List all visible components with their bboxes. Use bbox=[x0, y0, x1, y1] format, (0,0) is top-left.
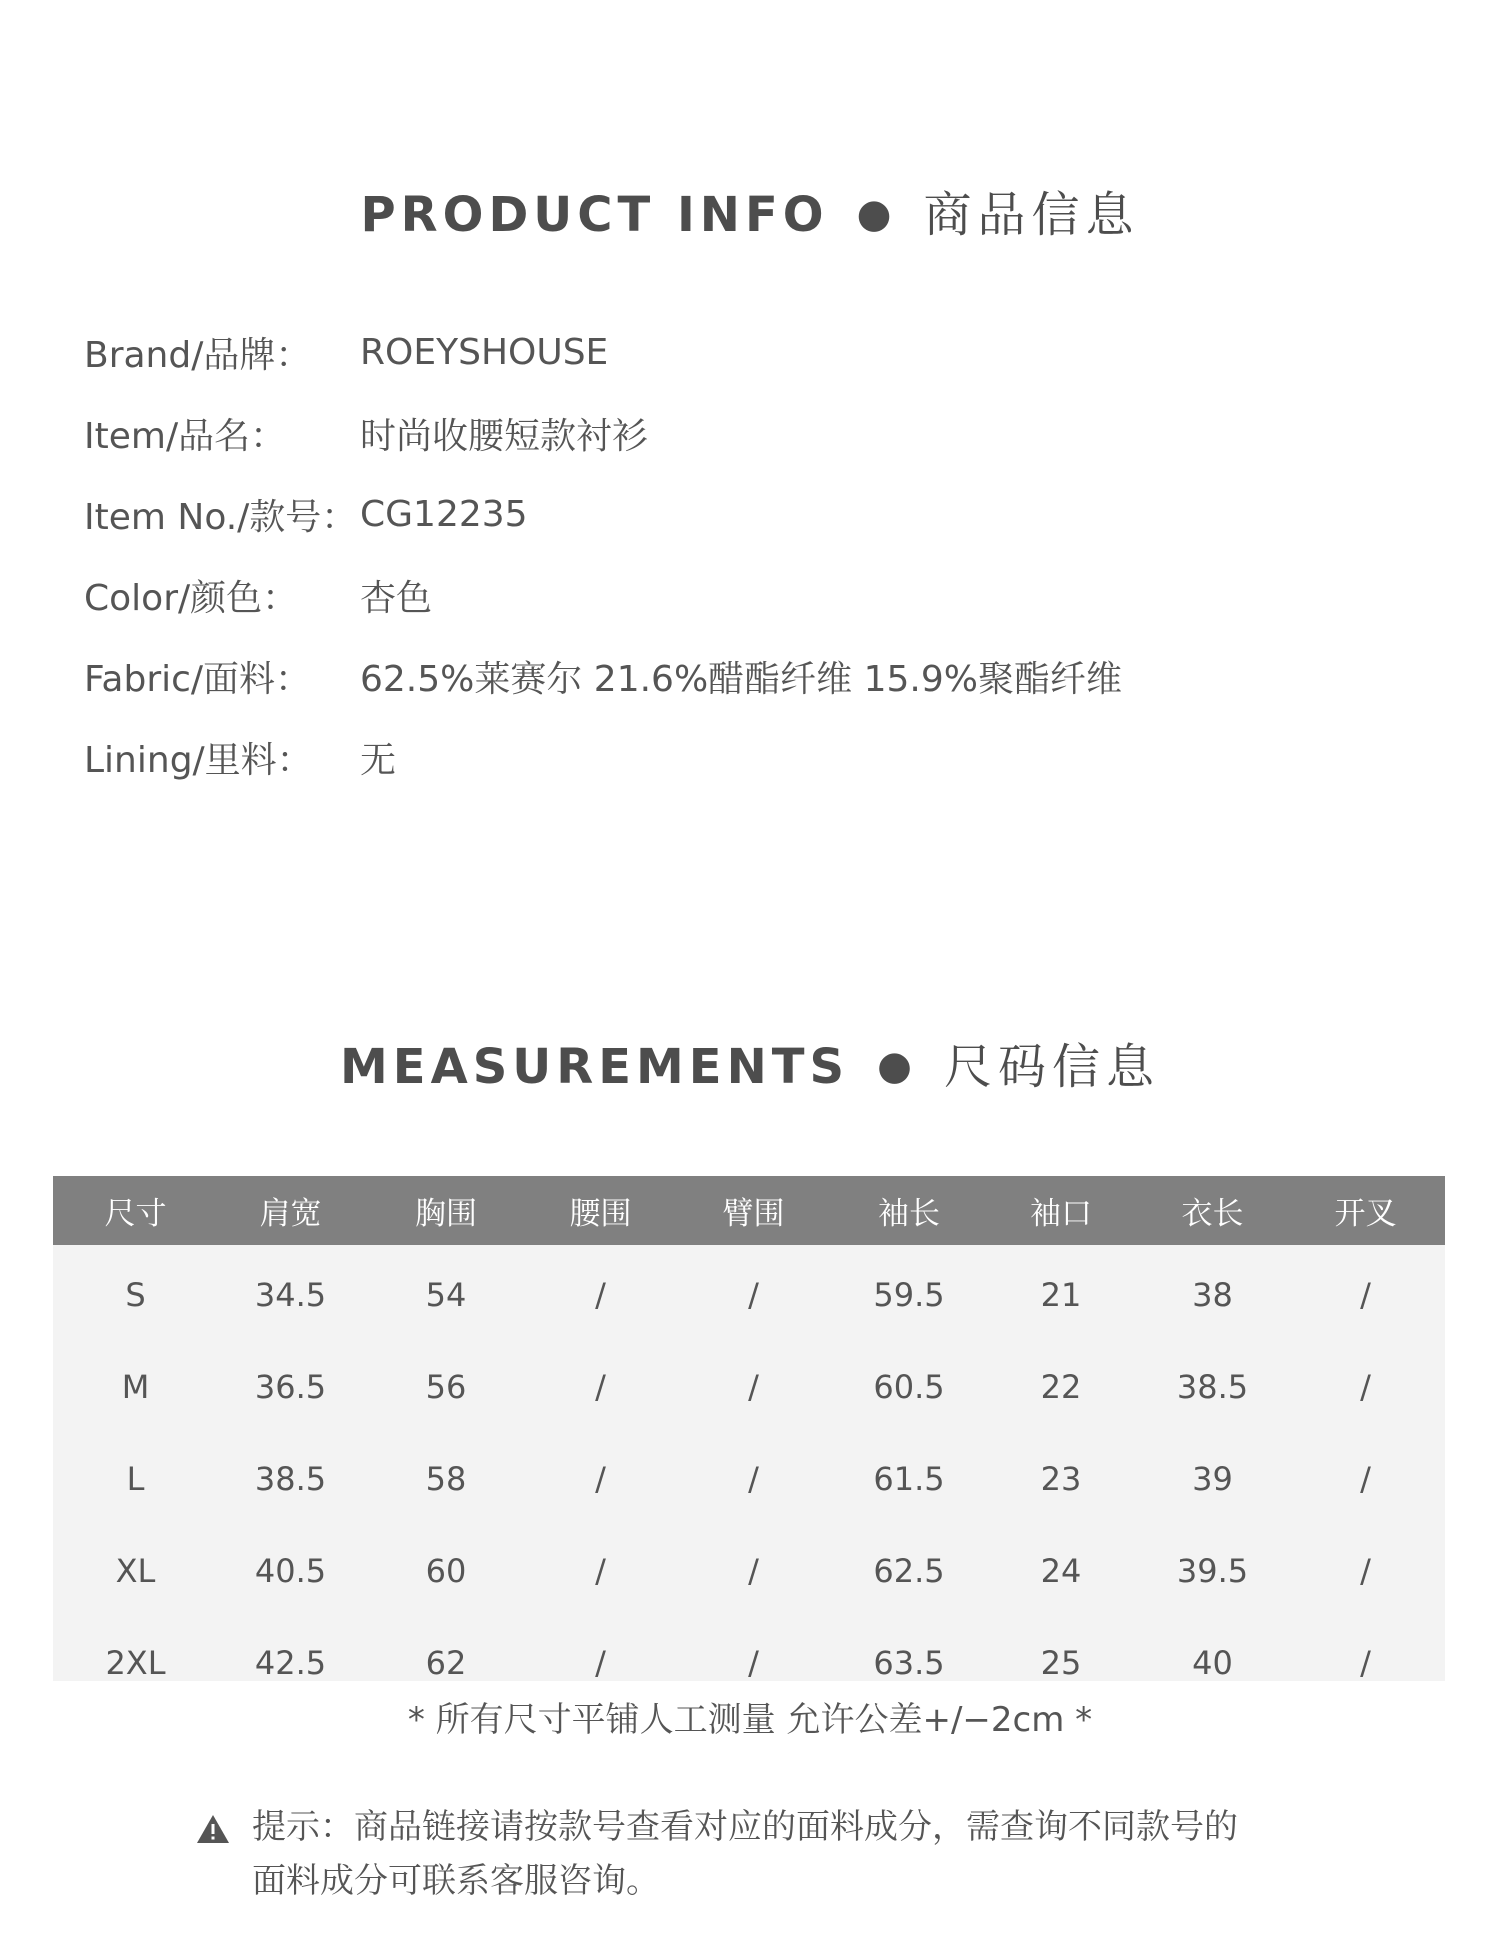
size-table-body bbox=[53, 1245, 1445, 1681]
table-cell: 24 bbox=[1040, 1552, 1082, 1590]
info-value: 时尚收腰短款衬衫 bbox=[360, 416, 649, 457]
table-cell: / bbox=[1360, 1276, 1371, 1314]
table-cell: 2XL bbox=[105, 1644, 166, 1682]
table-cell: 36.5 bbox=[254, 1368, 327, 1406]
measurements-title-en: MEASUREMENTS bbox=[340, 1039, 850, 1095]
info-value: CG12235 bbox=[360, 494, 528, 535]
table-cell: 61.5 bbox=[873, 1460, 945, 1498]
table-cell: / bbox=[1360, 1460, 1371, 1498]
info-row-lining bbox=[84, 717, 1122, 798]
header-cell: 袖长 bbox=[878, 1196, 940, 1232]
info-value: 无 bbox=[360, 740, 397, 781]
table-cell: L bbox=[126, 1460, 145, 1498]
info-row-item-no bbox=[84, 474, 1122, 555]
table-cell: 38.5 bbox=[254, 1460, 327, 1498]
table-cell: / bbox=[595, 1460, 606, 1498]
table-cell: 40.5 bbox=[254, 1552, 327, 1590]
info-row-item bbox=[84, 393, 1122, 474]
table-cell: 34.5 bbox=[254, 1276, 327, 1314]
table-cell: XL bbox=[115, 1552, 156, 1590]
product-info-list bbox=[84, 312, 1122, 798]
table-cell: / bbox=[748, 1276, 759, 1314]
product-info-title-en: PRODUCT INFO bbox=[360, 187, 829, 243]
table-cell: / bbox=[748, 1644, 759, 1682]
info-value: ROEYSHOUSE bbox=[360, 332, 609, 373]
table-cell: 42.5 bbox=[254, 1644, 327, 1682]
table-cell: / bbox=[1360, 1368, 1371, 1406]
table-cell: 25 bbox=[1040, 1644, 1082, 1682]
header-cell: 尺寸 bbox=[104, 1196, 167, 1232]
header-cell: 衣长 bbox=[1181, 1196, 1244, 1232]
table-cell: / bbox=[595, 1552, 606, 1590]
header-cell: 肩宽 bbox=[259, 1196, 322, 1232]
header-cell: 臂围 bbox=[722, 1196, 785, 1232]
table-cell: / bbox=[748, 1460, 759, 1498]
table-cell: 39.5 bbox=[1176, 1552, 1249, 1590]
table-cell: 62 bbox=[425, 1644, 467, 1682]
table-cell: M bbox=[121, 1368, 150, 1406]
header-cell: 开叉 bbox=[1334, 1196, 1397, 1232]
measurements-title bbox=[0, 1028, 1500, 1097]
table-cell: / bbox=[1360, 1644, 1371, 1682]
table-cell: S bbox=[125, 1276, 146, 1314]
tip-line-2: 面料成分可联系客服咨询。 bbox=[252, 1861, 660, 1901]
header-cell: 腰围 bbox=[569, 1196, 632, 1232]
info-row-color bbox=[84, 555, 1122, 636]
size-table bbox=[53, 1176, 1445, 1681]
table-row bbox=[53, 1433, 1445, 1525]
table-cell: 59.5 bbox=[873, 1276, 945, 1314]
table-cell: 39 bbox=[1192, 1460, 1233, 1498]
info-label: Color/颜色： bbox=[84, 578, 299, 619]
table-row bbox=[53, 1525, 1445, 1617]
table-row bbox=[53, 1341, 1445, 1433]
header-cell: 袖口 bbox=[1030, 1196, 1092, 1232]
info-value: 杏色 bbox=[360, 578, 433, 619]
table-cell: 38 bbox=[1192, 1276, 1233, 1314]
warning-icon bbox=[196, 1814, 230, 1844]
table-cell: 21 bbox=[1040, 1276, 1082, 1314]
info-label: Item/品名： bbox=[84, 416, 287, 457]
info-value: 62.5%莱赛尔 21.6%醋酯纤维 15.9%聚酯纤维 bbox=[360, 659, 1122, 700]
info-label: Brand/品牌： bbox=[84, 335, 312, 376]
info-label: Lining/里料： bbox=[84, 740, 313, 781]
table-cell: / bbox=[1360, 1552, 1371, 1590]
table-cell: 63.5 bbox=[873, 1644, 945, 1682]
info-row-brand bbox=[84, 312, 1122, 393]
tip-line-1: 提示：商品链接请按款号查看对应的面料成分，需查询不同款号的 bbox=[252, 1807, 1238, 1847]
table-cell: 62.5 bbox=[873, 1552, 945, 1590]
table-cell: 58 bbox=[425, 1460, 467, 1498]
table-cell: / bbox=[595, 1644, 606, 1682]
title-dot: ● bbox=[856, 191, 896, 237]
table-cell: / bbox=[595, 1368, 606, 1406]
product-info-title bbox=[0, 176, 1500, 245]
table-cell: / bbox=[748, 1368, 759, 1406]
table-cell: 40 bbox=[1192, 1644, 1233, 1682]
tip-block bbox=[196, 1800, 1336, 1908]
info-row-fabric bbox=[84, 636, 1122, 717]
table-cell: / bbox=[595, 1276, 606, 1314]
info-label: Item No./款号： bbox=[84, 497, 358, 538]
measurement-note: * 所有尺寸平铺人工测量 允许公差+/−2cm * bbox=[407, 1700, 1093, 1740]
table-cell: 60.5 bbox=[873, 1368, 945, 1406]
title-dot: ● bbox=[877, 1043, 916, 1089]
info-label: Fabric/面料： bbox=[84, 659, 312, 700]
product-info-title-zh: 商品信息 bbox=[923, 187, 1140, 243]
table-cell: / bbox=[748, 1552, 759, 1590]
table-cell: 60 bbox=[425, 1552, 467, 1590]
table-cell: 22 bbox=[1040, 1368, 1082, 1406]
table-cell: 56 bbox=[425, 1368, 467, 1406]
table-cell: 38.5 bbox=[1176, 1368, 1249, 1406]
header-cell: 胸围 bbox=[415, 1196, 477, 1232]
table-row bbox=[53, 1249, 1445, 1341]
table-cell: 54 bbox=[425, 1276, 467, 1314]
table-cell: 23 bbox=[1040, 1460, 1082, 1498]
size-table-header bbox=[53, 1176, 1445, 1245]
measurements-title-zh: 尺码信息 bbox=[943, 1039, 1160, 1095]
